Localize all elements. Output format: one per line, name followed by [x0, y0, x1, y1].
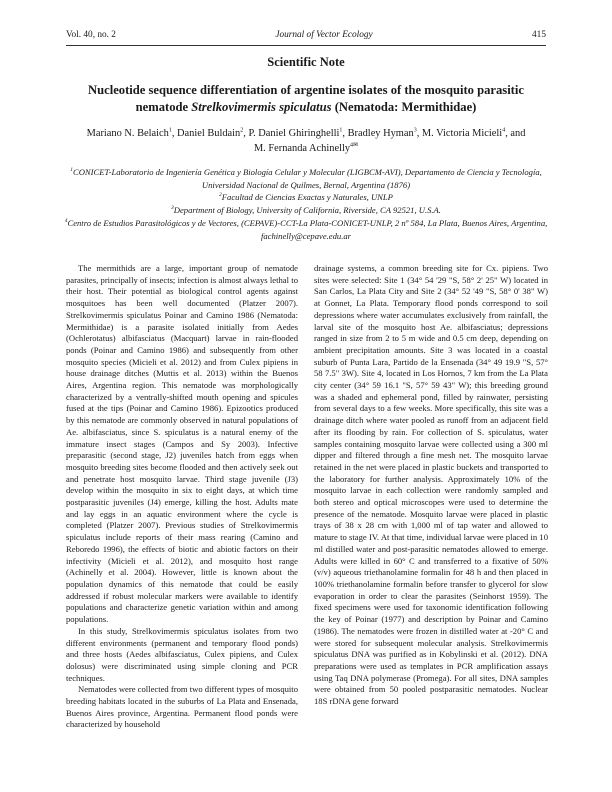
author-name: Bradley Hyman: [347, 128, 414, 139]
title-line-1: Nucleotide sequence differentiation of argentine isolates of the mosquito parasitic: [88, 83, 524, 97]
author-name: Daniel Buldain: [177, 128, 241, 139]
author-affiliation-mark: 4✉: [350, 142, 359, 149]
affiliation-1: $^1$CONICET-Laboratorio de Ingeniería Genética y Biología Celular y Molecular (LIGBCM-AVI), Departamento de Ciencia y Tecnología, Universidad Nacional de Quilmes, Bernal, Argentina (1876): [70, 167, 542, 190]
author-affiliation-mark: 3: [413, 127, 417, 134]
author-affiliation-mark: 4: [502, 127, 506, 134]
author-list: [70, 126, 542, 156]
author-separator: ,: [416, 128, 420, 139]
affiliation-text: CONICET-Laboratorio de Ingeniería Genética y Biología Celular y Molecular (LIGBCM-AVI), Departamento de Ciencia y Tecnología, Universidad Nacional de Quilmes, Bernal, Argentina (1876): [72, 167, 542, 190]
author-separator: ,: [171, 128, 175, 139]
paragraph: In this study, Strelkovimermis spiculatus isolates from two different environments (permanent and temporary flood ponds) and three hosts (Aedes albifasciatus, Culex pipiens, and Culex dolosus) were discriminated using simple cloning and PCR techniques.: [66, 625, 298, 683]
corresponding-author-name: M. Fernanda Achinelly: [253, 143, 351, 154]
body-column-right: [314, 263, 548, 708]
journal-name: Journal of Vector Ecology: [275, 30, 373, 40]
author-affiliation-mark: 2: [240, 127, 244, 134]
affiliation-text: Department of Biology, University of California, Riverside, CA 92521, U.S.A.: [173, 205, 441, 216]
section-label: Scientific Note: [267, 55, 345, 69]
title-prefix: nematode: [135, 100, 192, 114]
affiliation-4: $^4$Centro de Estudios Parasitológicos y de Vectores, (CEPAVE)-CCT-La Plata-CONICET-UNLP, 2 nº 584, La Plata, Buenos Aires, Argentina, fachinelly@cepave.edu.ar: [64, 217, 548, 241]
affiliation-text: Centro de Estudios Parasitológicos y de Vectores, (CEPAVE)-CCT-La Plata-CONICET-UNLP, 2 nº 584, La Plata, Buenos Aires, Argentina, fachinelly@cepave.edu.ar: [67, 217, 548, 241]
affiliation-3: $^3$Department of Biology, University of California, Riverside, CA 92521, U.S.A.: [171, 205, 441, 216]
author-separator: , and: [505, 128, 526, 139]
affiliation-text: Facultad de Ciencias Exactas y Naturales, UNLP: [221, 192, 393, 203]
paragraph: Nematodes were collected from two different types of mosquito breeding habitats located in the suburbs of La Plata and Ensenada, Buenos Aires province, Argentina. Permanent flood ponds were characterized by household: [66, 684, 298, 730]
affiliation-2: $^2$Facultad de Ciencias Exactas y Naturales, UNLP: [219, 192, 393, 203]
author-affiliation-mark: 1: [168, 127, 172, 134]
author-separator: ,: [243, 128, 246, 139]
affiliations: [58, 166, 554, 242]
author-name: P. Daniel Ghiringhelli: [248, 128, 340, 139]
header-rule: [66, 45, 546, 46]
author-affiliation-mark: 1: [339, 127, 343, 134]
body-column-left: [66, 263, 298, 731]
paragraph: drainage systems, a common breeding site for Cx. pipiens. Two sites were selected: Site 1 (34° 54 '29 "S, 58° 2' 25" W) located in San Carlos, La Plata City and Site 2 (34° 52 '49 "S, 58° 0' 38" W) at Gonnet, La Plata. Temporary flood ponds correspond to soil depressions where water accumulates exclusively from rainfall, the larval site of the mosquito host Ae. albifasciatus; depressions ranged in size from 2 to 5 m wide and 0.5 cm deep, depending on ambient precipitation amounts. Site 3 was located in a coastal suburb of Punta Lara, Partido de la Ensenada (34° 49 19.9 "S, 57° 58 7.5" 3W). Site 4, located in Los Hornos, 7 km from the La Plata city center (34° 59 16.1 "S, 57° 59 43" W); this breeding ground was a shaded and ephemeral pond, filled by rainwater, persisting from several days to a few weeks. More specifically, this site was a drainage ditch where water pooled as runoff from an adjacent field after its flooding by rain. For collection of S. spiculatus, water samples containing mosquito larvae were collected using a 300 ml dipper and filtered through a fine mesh net. The mosquito larvae retained in the net were placed in plastic buckets and transported to the laboratory for further analysis. Approximately 10% of the mosquito larvae in each collection were randomly sampled and both stereo and optical microscopes were used to determine the presence of the nematode. Mosquito larvae were placed in plastic trays of 38 x 28 cm with 1,000 ml of tap water and allowed to mature to stage IV. At that time, individual larvae were placed in 10 ml distilled water and post-parasitic nematodes allowed to emerge. Adults were killed in 60° C and transferred to a fixative of 50% (v/v) aqueous triethanolamine formalin for 48 h and then placed in 100% triethanolamine formalin before transfer to glycerol for slow evaporation in order to clear the parasites (Seinhorst 1959). The fixed specimens were used for taxonomic identification following the key of Poinar (1977) and description by Poinar and Camino (1986). The nematodes were frozen in distilled water at -20° C and were stored for subsequent molecular analysis. Strelkovimermis spiculatus DNA was purified as in Kobylinski et al. (2012). DNA preparations were used as templates in PCR amplification assays using Taq DNA polymerase (Promega). For all sites, DNA samples were obtained from 50 pooled postparasitic nematodes. Nuclear 18S rDNA gene forward: [314, 263, 548, 707]
running-head: [66, 30, 546, 44]
paragraph: The mermithids are a large, important group of nematode parasites, principally of insects; infection is almost always lethal to their host. Their potential as biological control agents against mosquitoes has been well documented (Platzer 2007). Strelkovimermis spiculatus Poinar and Camino 1986 (Nematoda: Mermithidae) is a parasite isolated initially from Aedes (Ochlerotatus) albifasciatus (Macquart) larvae in rain-flooded ponds (Poinar and Camino 1986) and subsequently from other mosquito species (Micieli et al. 2012) and from Culex pipiens in house drainage ditches (Muttis et al. 2013) within the Buenos Aires, Argentina region. This nematode was morphologically characterized by a ventrally-shifted mouth opening and spicules fused at the tips (Poinar and Camino 1986). Epizootics produced by this nematode are commonly observed in natural populations of Ae. albifasciatus, since S. spiculatus is a natural enemy of the immature insect stages (Campos and Sy 2003). Infective preparasitic (second stage, J2) juveniles hatch from eggs when mosquito breeding sites become flooded and then actively seek out and penetrate host mosquito larvae. Third stage juvenile (J3) develop within the mosquito in six to eight days, at which time postparasitic juveniles (J4) emerge, killing the host. Adults mate and lay eggs in an aquatic environment where the cycle is completed (Platzer 2007). Previous studies of Strelkovimermis spiculatus include reports of their mass rearing (Camino and Reboredo 1996), the effects of biotic and abiotic factors on their infectivity (Micieli et al. 2012), and mosquito host range (Achinelly et al. 2004). However, little is known about the population dynamics of this nematode that could be easily addressed if robust molecular markers were available to identify populations and characterize genetic variation within and among populations.: [66, 263, 298, 625]
article-title: [60, 82, 552, 116]
volume-label: Vol. 40, no. 2: [66, 30, 116, 40]
title-suffix: (Nematoda: Mermithidae): [331, 100, 477, 114]
author-separator: ,: [342, 128, 345, 139]
page-number: 415: [532, 30, 546, 40]
title-line-2: [60, 99, 552, 116]
title-species: Strelkovimermis spiculatus: [191, 100, 332, 114]
author-name: Mariano N. Belaich: [86, 128, 169, 139]
author-name: M. Victoria Micieli: [421, 128, 503, 139]
